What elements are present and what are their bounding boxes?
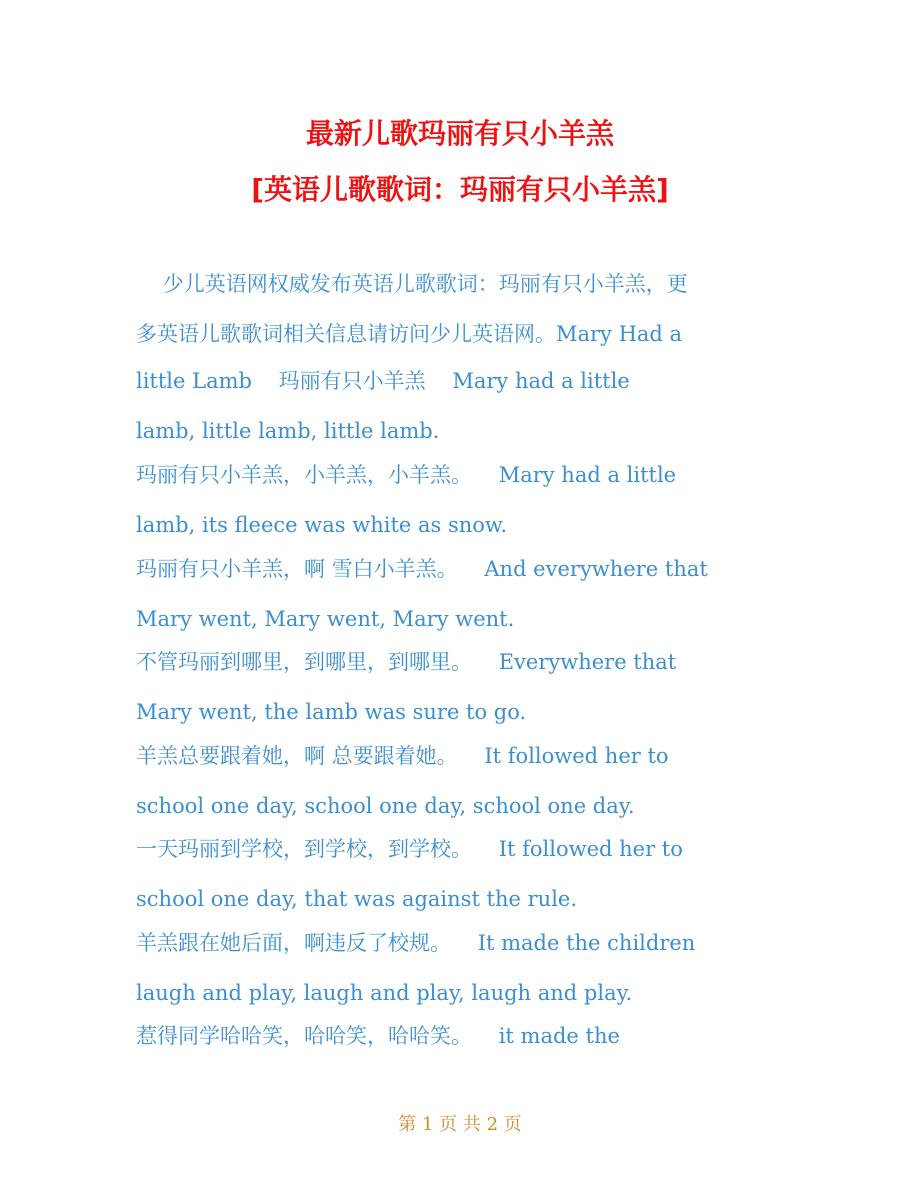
body-line: 多英语儿歌歌词相关信息请访问少儿英语网。Mary Had a — [136, 322, 683, 346]
page-number-footer: 第 1 页 共 2 页 — [398, 1114, 522, 1135]
body-line: Mary went, Mary went, Mary went. — [136, 607, 515, 631]
body-line: lamb, little lamb, little lamb. — [136, 419, 440, 443]
body-line: laugh and play, laugh and play, laugh and play. — [136, 981, 633, 1005]
body-line: 少儿英语网权威发布英语儿歌歌词：玛丽有只小羊羔，更 — [136, 272, 688, 296]
document-title: 最新儿歌玛丽有只小羊羔 — [305, 117, 614, 150]
body-line: 不管玛丽到哪里，到哪里，到哪里。 Everywhere that — [136, 650, 677, 674]
body-line: Mary went, the lamb was sure to go. — [136, 700, 527, 724]
body-line: 羊羔跟在她后面，啊违反了校规。 It made the children — [136, 931, 696, 955]
body-line: 惹得同学哈哈笑，哈哈笑，哈哈笑。 it made the — [136, 1024, 620, 1048]
body-line: school one day, that was against the rule. — [136, 887, 578, 911]
body-line: school one day, school one day, school one day. — [136, 794, 635, 818]
body-line: 玛丽有只小羊羔，小羊羔，小羊羔。 Mary had a little — [136, 463, 677, 487]
body-line: lamb, its fleece was white as snow. — [136, 513, 508, 537]
body-line: little Lamb 玛丽有只小羊羔 Mary had a little — [136, 369, 630, 393]
document-subtitle: [英语儿歌歌词：玛丽有只小羊羔] — [251, 173, 669, 206]
body-line: 羊羔总要跟着她，啊 总要跟着她。 It followed her to — [136, 744, 669, 768]
body-line: 一天玛丽到学校，到学校，到学校。 It followed her to — [136, 837, 683, 861]
body-line: 玛丽有只小羊羔，啊 雪白小羊羔。 And everywhere that — [136, 557, 708, 581]
